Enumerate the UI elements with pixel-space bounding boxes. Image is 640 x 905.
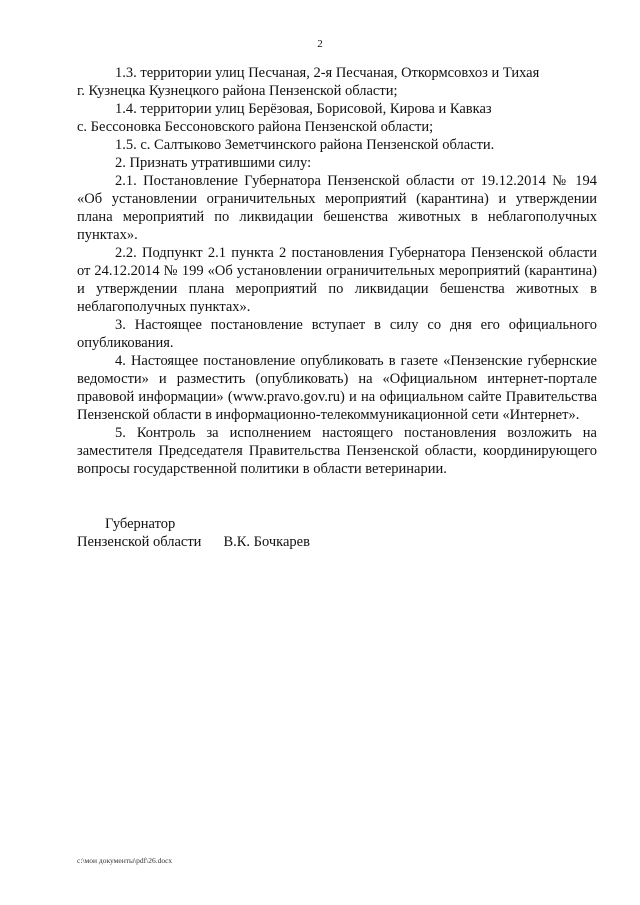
paragraph-1-5: 1.5. с. Салтыково Земетчинского района Пензенской области. bbox=[115, 137, 495, 153]
footer-file-path: c:\мои документы\pdf\26.docx bbox=[77, 856, 173, 865]
page-number: 2 bbox=[317, 38, 323, 50]
paragraph-3: 3. Настоящее постановление вступает в силу со дня его официального опубликования. bbox=[77, 317, 597, 351]
paragraph-1-3: 1.3. территории улиц Песчаная, 2-я Песчаная, Откормсовхоз и Тихая г. Кузнецка Кузнецкого района Пензенской области; bbox=[77, 65, 540, 99]
signature-block bbox=[77, 515, 477, 551]
paragraph-1-4: 1.4. территории улиц Берёзовая, Борисовой, Кирова и Кавказ с. Бессоновка Бессоновского района Пензенской области; bbox=[77, 101, 492, 135]
document-body bbox=[77, 64, 597, 478]
paragraph-2-1: 2.1. Постановление Губернатора Пензенской области от 19.12.2014 № 194 «Об установлении ограничительных мероприятий (карантина) и утверждении плана мероприятий по ликвидации бешенства животных в неблагополучных пунктах». bbox=[77, 173, 597, 243]
signature-name: В.К. Бочкарев bbox=[223, 534, 310, 550]
paragraph-4: 4. Настоящее постановление опубликовать в газете «Пензенские губернские ведомости» и разместить (опубликовать) на «Официальном интернет-портале правовой информации» (www.pravo.gov.ru) и на официальном сайте Правительства Пензенской области в информационно-телекоммуникационной сети «Интернет». bbox=[77, 353, 597, 423]
signature-line bbox=[77, 533, 477, 551]
paragraph-5: 5. Контроль за исполнением настоящего постановления возложить на заместителя Председателя Правительства Пензенской области, координирующего вопросы государственной политики в области ветеринарии. bbox=[77, 425, 597, 477]
signature-title: Губернатор bbox=[105, 516, 176, 532]
paragraph-2-2: 2.2. Подпункт 2.1 пункта 2 постановления Губернатора Пензенской области от 24.12.2014 № 199 «Об установлении ограничительных мероприятий (карантина) и утверждении плана мероприятий по ликвидации бешенства животных в неблагополучных пунктах». bbox=[77, 245, 597, 315]
signature-region: Пензенской области bbox=[77, 534, 202, 550]
paragraph-2: 2. Признать утратившими силу: bbox=[115, 155, 312, 171]
